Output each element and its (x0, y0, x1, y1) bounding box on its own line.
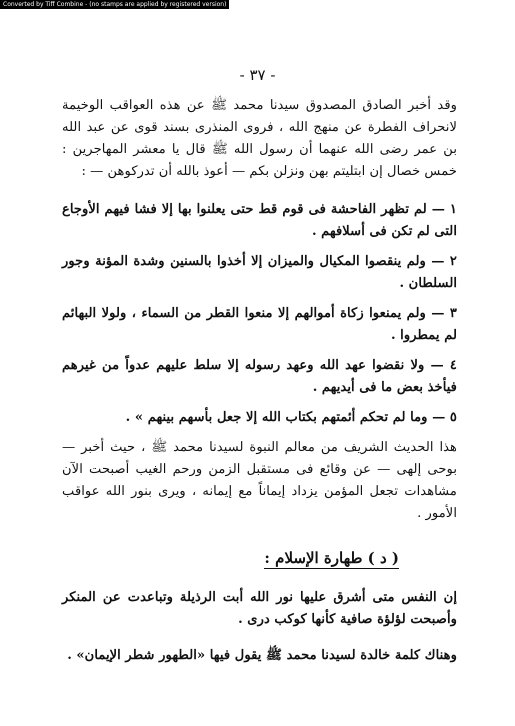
list-item: ٢ — ولم ينقصوا المكيال والميزان إلا أخذوا بالسنين وشدة المؤنة وجور السلطان . (62, 254, 457, 291)
list-item: ٣ — ولم يمنعوا زكاة أموالهم إلا منعوا القطر من السماء ، ولولا البهائم لم يمطروا . (62, 306, 457, 343)
last-paragraph: وهناك كلمة خالدة لسيدنا محمد ﷺ يقول فيها «الطهور شطر الإيمان» . (67, 648, 457, 663)
page-body (62, 95, 457, 667)
intro-paragraph: وقد أخبر الصادق المصدوق سيدنا محمد ﷺ عن هذه العواقب الوخيمة لانحراف الفطرة عن منهج الله ، فروى المنذرى بسند قوى عن عبد الله بن عمر رضى الله عنهما أن رسول الله ﷺ قال يا معشر المهاجرين : خمس خصال إن ابتليتم بهن ونزلن بكم — أعوذ بالله أن تدركوهن — : (62, 98, 457, 179)
page-number: - ٣٧ - (239, 66, 276, 84)
converter-banner: Converted by Tiff Combine - (no stamps are applied by registered version) (0, 0, 229, 9)
section-heading-text: ( د ) طهارة الإسلام : (264, 549, 399, 567)
hadith-list (62, 199, 457, 429)
section-heading (62, 547, 457, 569)
list-item: ١ — لم تظهر الفاحشة فى قوم قط حتى يعلنوا بها إلا فشا فيهم الأوجاع التى لم تكن فى أسلافهم . (62, 202, 457, 239)
list-item: ٥ — وما لم تحكم أئمتهم بكتاب الله إلا جعل بأسهم بينهم » . (125, 410, 457, 425)
list-item: ٤ — ولا نقضوا عهد الله وعهد رسوله إلا سلط عليهم عدواً من غيرهم فيأخذ بعض ما فى أيديهم . (62, 358, 457, 395)
closing-paragraph: هذا الحديث الشريف من معالم النبوة لسيدنا محمد ﷺ ، حيث أخبر — بوحى إلهى — عن وقائع فى مستقبل الزمن ورحم الغيب أصبحت الآن مشاهدات تجعل المؤمن يزداد إيماناً مع إيمانه ، ويرى بنور الله عواقب الأمور . (62, 440, 457, 521)
section-paragraph: إن النفس متى أشرق عليها نور الله أبت الرذيلة وتباعدت عن المنكر وأصبحت لؤلؤة صافية كأنها كوكب درى . (62, 590, 457, 627)
